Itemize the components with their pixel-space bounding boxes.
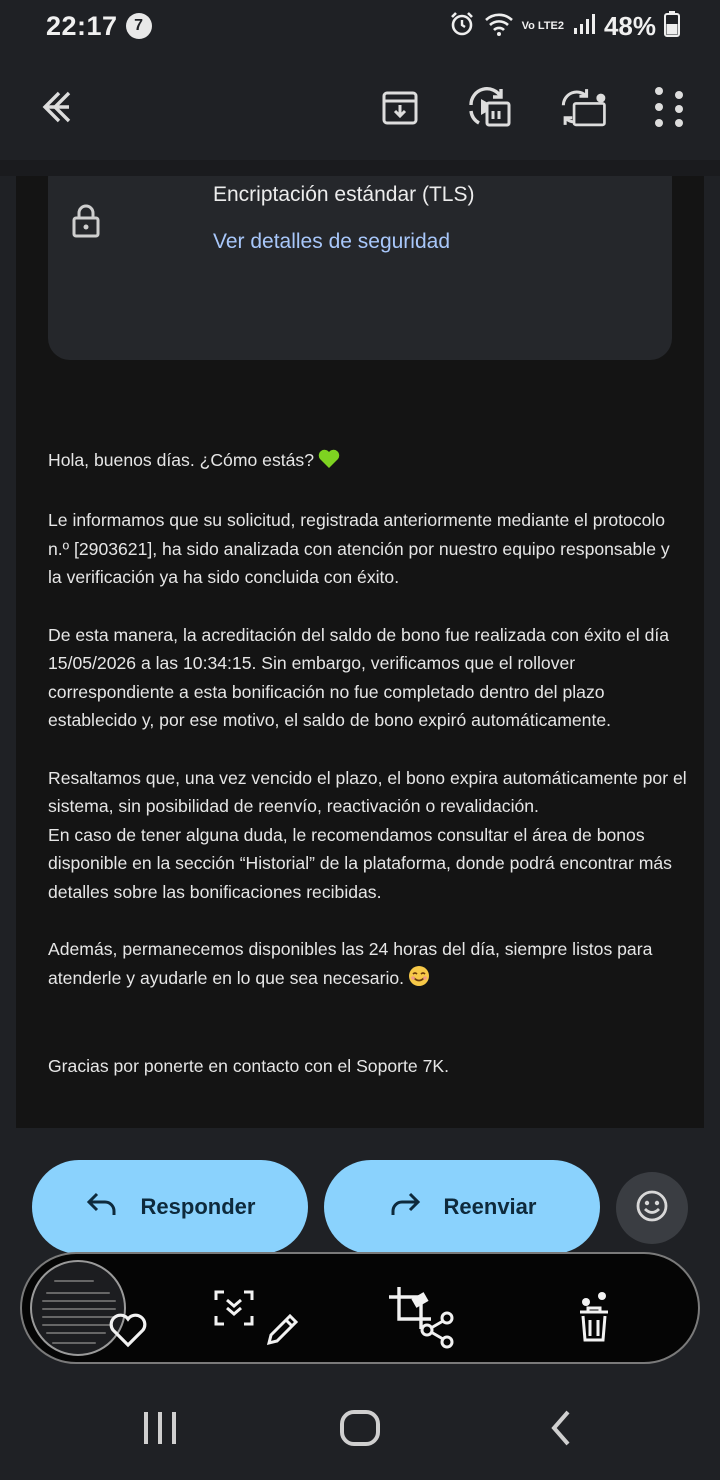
recents-icon[interactable] [140,1408,180,1453]
reply-icon [85,1190,119,1224]
wifi-icon [484,11,514,42]
app-bar [0,52,720,160]
battery-icon [664,11,680,42]
share-icon[interactable] [416,1308,460,1352]
encryption-label: Encriptación estándar (TLS) [213,183,475,206]
battery-percent: 48% [603,10,656,41]
volte-indicator: Vo LTE2 [521,19,564,32]
alarm-icon [448,10,476,43]
message-text [48,446,688,1109]
message-paragraph: Además, permanecemos disponibles las 24 horas del día, siempre listos para atenderle y ayudarle en lo que sea necesario. [48,935,688,995]
message-paragraph: Le informamos que su solicitud, registrada anteriormente mediante el protocolo n.º [2903621], ha sido analizada con atención por nuestro equipo responsable y la verificación ya ha sido concluida con éxito. [48,510,670,588]
mark-unread-icon[interactable] [558,82,608,132]
reply-button[interactable] [32,1160,308,1254]
more-icon[interactable] [640,82,690,132]
forward-label: Reenviar [443,1194,537,1219]
message-paragraph: En caso de tener alguna duda, le recomendamos consultar el área de bonos disponible en la sección “Historial” de la plataforma, donde podrá encontrar más detalles sobre las bonificaciones recibidas. [48,824,672,902]
message-closing: Gracias por ponerte en contacto con el Soporte 7K. [48,1056,449,1077]
forward-icon [388,1190,422,1224]
notification-count-badge: 7 [126,13,152,39]
scroll-capture-icon[interactable] [212,1286,256,1330]
message-greeting: Hola, buenos días. ¿Cómo estás? [48,446,688,478]
message-actions [0,1128,720,1258]
email-body[interactable] [16,176,704,1128]
back-icon[interactable] [32,82,82,132]
status-bar [0,0,720,52]
app-bar-divider [0,160,720,176]
system-nav-bar [0,1364,720,1480]
forward-button[interactable] [324,1160,600,1254]
snooze-icon[interactable] [464,82,514,132]
smiling-face-icon [408,965,430,996]
green-heart-icon [318,449,340,478]
reply-label: Responder [140,1194,256,1219]
emoji-icon [635,1189,669,1228]
delete-icon[interactable] [572,1288,616,1348]
draw-icon[interactable] [260,1308,304,1352]
lock-icon [72,204,100,243]
archive-icon[interactable] [375,82,425,132]
message-paragraph: Resaltamos que, una vez vencido el plazo, el bono expira automáticamente por el sistema, sin posibilidad de reenvío, reactivación o revalidación. [48,767,687,817]
status-time: 22:17 [46,10,118,41]
message-paragraph: De esta manera, la acreditación del saldo de bono fue realizada con éxito el día 15/05/2026 a las 10:34:15. Sin embargo, verificamos que el rollover correspondiente a esta bonificación no fue completado dentro del plazo establecido y, por ese motivo, el saldo de bono expiró automáticamente. [48,624,670,731]
security-details-link[interactable]: Ver detalles de seguridad [213,230,450,253]
nav-back-icon[interactable] [544,1408,580,1453]
security-details-card [48,176,672,360]
emoji-reaction-button[interactable] [616,1172,688,1244]
signal-icon [572,12,596,41]
status-indicators [448,10,680,43]
screenshot-toolbar [20,1252,700,1364]
favorite-icon[interactable] [106,1308,150,1352]
home-icon[interactable] [338,1408,382,1453]
